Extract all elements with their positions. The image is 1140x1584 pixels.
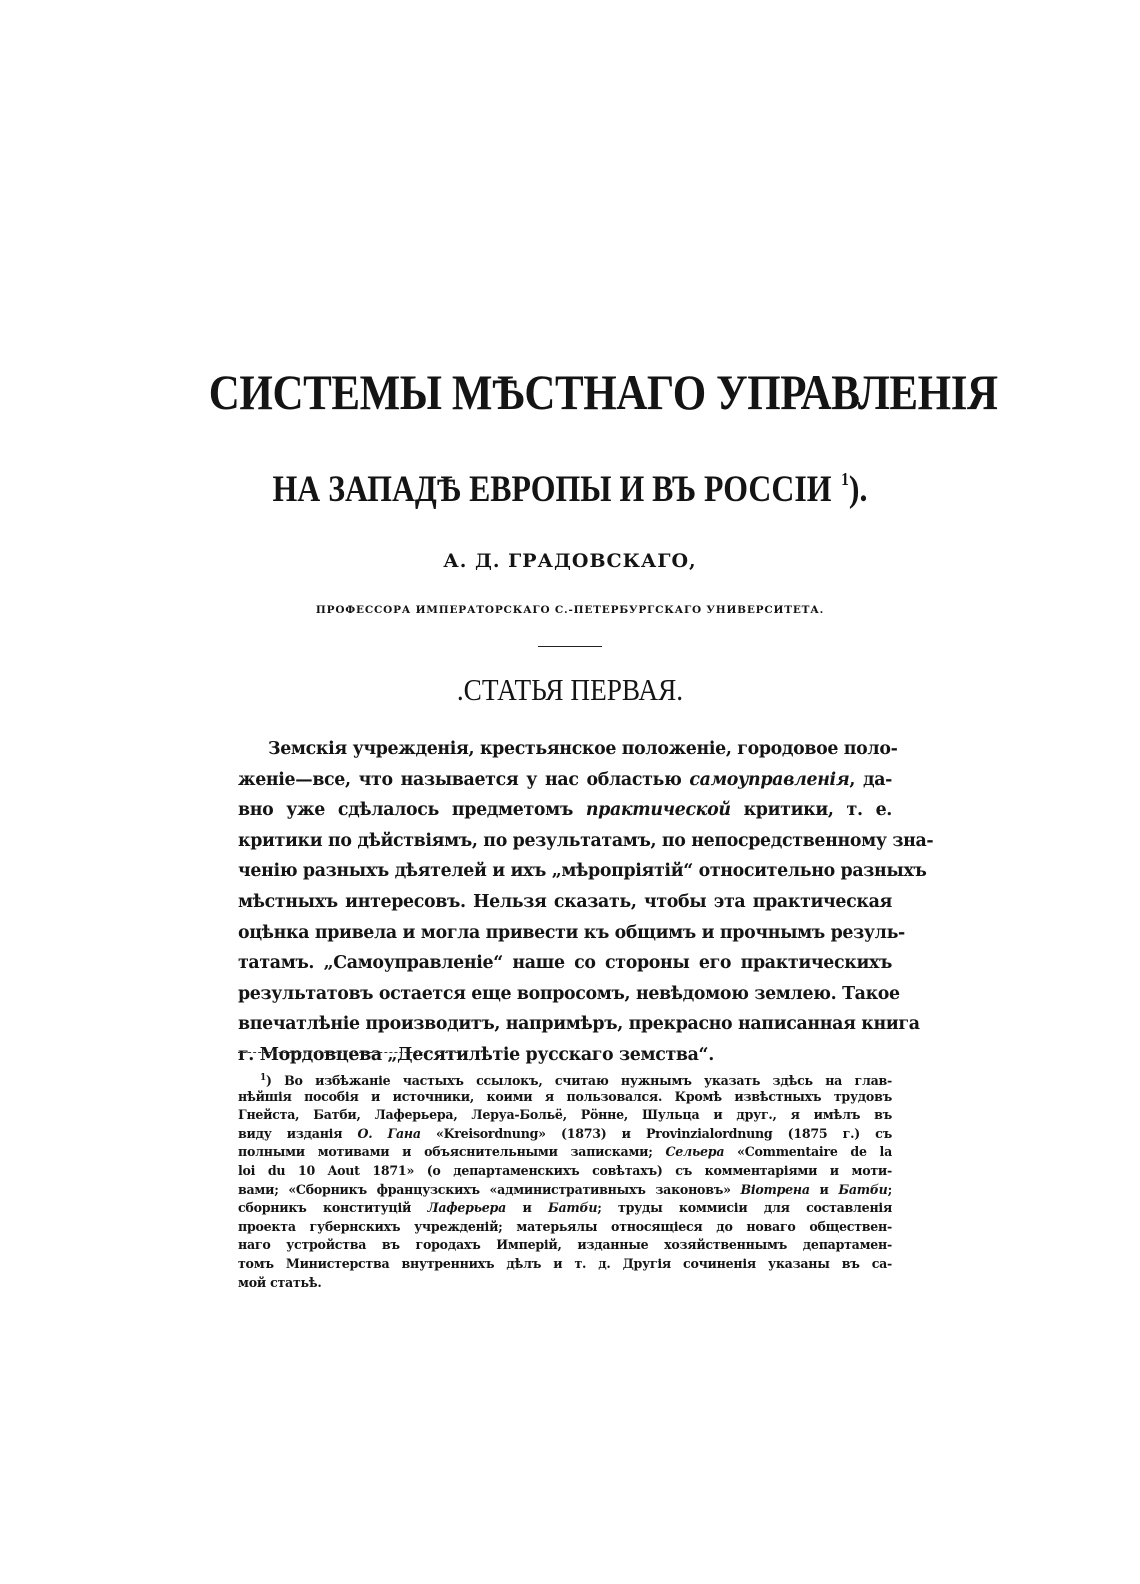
- footnote-mark: 1: [260, 1073, 267, 1083]
- italic-text: Лаферьера: [427, 1200, 507, 1216]
- text-segment: мѣстныхъ интересовъ. Нельзя сказать, чтобы эта практическая: [238, 891, 892, 912]
- footnote-line: [238, 1236, 892, 1255]
- paragraph-line: [238, 856, 927, 887]
- text-segment: критики, т. е.: [730, 800, 892, 821]
- author-name: А. Д. ГРАДОВСКАГО,: [443, 550, 697, 572]
- paragraph-line: [238, 918, 905, 949]
- paragraph-line: [238, 734, 898, 765]
- italic-text: Сельера: [665, 1144, 725, 1160]
- text-segment: вами; «Сборникъ французскихъ «административныхъ законовъ»: [238, 1181, 741, 1197]
- paragraph-line: [238, 826, 934, 857]
- text-segment: виду изданія: [238, 1125, 358, 1141]
- text-segment: Гнейста, Батби, Лаферьера, Леруа-Больё, Рöнне, Шульца и друг., я имѣлъ въ: [238, 1107, 892, 1123]
- text-segment: вно уже сдѣлалось предметомъ: [238, 800, 586, 821]
- paragraph-line: [238, 1009, 920, 1040]
- section-heading: .СТАТЬЯ ПЕРВАЯ.: [456, 672, 684, 707]
- italic-text: практической: [585, 800, 731, 821]
- footnote-divider: [238, 1052, 458, 1053]
- text-segment: и: [506, 1200, 548, 1216]
- text-segment: ; труды коммисіи для составленія: [597, 1200, 892, 1216]
- text-segment: томъ Министерства внутреннихъ дѣлъ и т. д. Другія сочиненія указаны въ са-: [238, 1255, 892, 1271]
- text-segment: наго устройства въ городахъ Имперій, изданные хозяйственнымъ департамен-: [238, 1237, 892, 1253]
- text-segment: «Commentaire de la: [724, 1144, 892, 1160]
- text-segment: мой статьѣ.: [238, 1274, 322, 1290]
- document-title: СИСТЕМЫ МѢСТНАГО УПРАВЛЕНІЯ: [208, 364, 998, 420]
- text-segment: критики по дѣйствіямъ, по результатамъ, по непосредственному зна-: [238, 830, 934, 851]
- text-segment: «Kreisordnung» (1873) и Provinzialordnung (1875 г.) съ: [420, 1125, 893, 1141]
- italic-text: Батби: [547, 1200, 598, 1216]
- subtitle-text: НА ЗАПАДѢ ЕВРОПЫ И ВЪ РОССІИ: [272, 469, 832, 510]
- footnote-line: [238, 1106, 892, 1125]
- text-segment: loi du 10 Aout 1871» (о департаменскихъ совѣтахъ) съ комментаріями и моти-: [238, 1162, 892, 1178]
- document-subtitle: [209, 456, 931, 513]
- text-segment: впечатлѣніе производитъ, напримѣръ, прекрасно написанная книга: [238, 1014, 920, 1035]
- footnote-line: [238, 1181, 892, 1200]
- text-segment: ченію разныхъ дѣятелей и ихъ „мѣропріятій“ относительно разныхъ: [238, 861, 927, 882]
- footnote-line: [238, 1088, 892, 1107]
- paragraph-line: [238, 979, 900, 1010]
- text-segment: , да-: [849, 769, 892, 790]
- text-segment: г. Мордовцева „Десятилѣтіе русскаго земства“.: [238, 1044, 714, 1065]
- text-segment: татамъ. „Самоуправленіе“ наше со стороны его практическихъ: [238, 953, 892, 974]
- subtitle-end: ).: [848, 469, 868, 510]
- text-segment: нѣйшія пособія и источники, коими я пользовался. Кромѣ извѣстныхъ трудовъ: [238, 1088, 892, 1104]
- text-segment: сборникъ конституцій: [238, 1200, 428, 1216]
- footnote-line: [238, 1255, 892, 1274]
- footnote-line: [238, 1125, 892, 1144]
- footnote-line: [238, 1069, 892, 1088]
- paragraph-line: [238, 1040, 892, 1071]
- paragraph-line: [238, 765, 892, 796]
- footnote-line: [238, 1274, 892, 1293]
- italic-text: О. Гана: [357, 1125, 421, 1141]
- footnote-line: [238, 1143, 892, 1162]
- text-segment: женіе—все, что называется у нас областью: [238, 769, 690, 790]
- footnote-line: [238, 1162, 892, 1181]
- paragraph-line: [238, 948, 892, 979]
- text-segment: полными мотивами и объяснительными записками;: [238, 1144, 666, 1160]
- paragraph-line: [238, 887, 892, 918]
- title-divider: [538, 646, 602, 647]
- italic-text: самоуправленія: [689, 769, 850, 790]
- text-segment: и: [809, 1181, 839, 1197]
- text-segment: ) Во избѣжаніе частыхъ ссылокъ, считаю нужнымъ указать здѣсь на глав-: [266, 1073, 892, 1088]
- text-segment: оцѣнка привела и могла привести къ общимъ и прочнымъ резуль-: [238, 922, 905, 943]
- footnote: [238, 1069, 892, 1292]
- italic-text: Віотрена: [740, 1181, 810, 1197]
- footnote-line: [238, 1199, 892, 1218]
- footnote-reference: 1: [841, 469, 849, 489]
- italic-text: Батби: [838, 1181, 888, 1197]
- text-segment: результатовъ остается еще вопросомъ, невѣдомою землею. Такое: [238, 983, 900, 1004]
- paragraph-line: [238, 795, 892, 826]
- text-segment: ;: [887, 1181, 892, 1197]
- text-segment: проекта губернскихъ учрежденій; матерьялы относящіеся до новаго обществен-: [238, 1218, 892, 1234]
- text-segment: Земскія учрежденія, крестьянское положеніе, городовое поло-: [268, 739, 898, 759]
- footnote-line: [238, 1218, 892, 1237]
- author-affiliation: ПРОФЕССОРА ИМПЕРАТОРСКАГО С.-ПЕТЕРБУРГСКАГО УНИВЕРСИТЕТА.: [315, 604, 825, 616]
- article-paragraph: [238, 734, 934, 1071]
